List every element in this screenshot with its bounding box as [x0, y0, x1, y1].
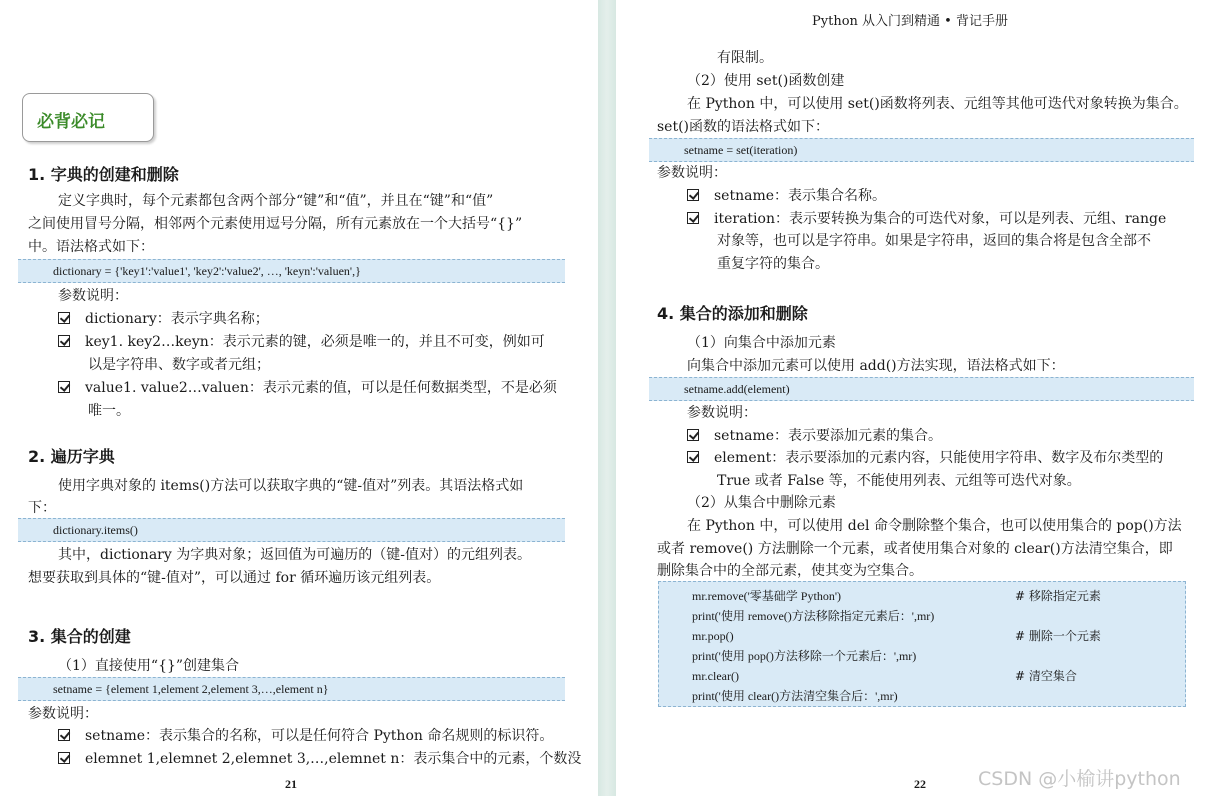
bullet-text: setname：表示要添加元素的集合。: [714, 428, 943, 444]
bullet-text: setname：表示集合的名称，可以是任何符合 Python 命名规则的标识符。: [85, 728, 554, 744]
running-header: Python 从入门到精通 • 背记手册: [812, 14, 1008, 29]
code-text: mr.clear(): [692, 669, 739, 683]
section-1-heading: 1. 字典的创建和删除: [28, 165, 179, 184]
page-number-right: 22: [914, 777, 926, 791]
paragraph-line: 或者 remove() 方法删除一个元素，或者使用集合对象的 clear()方法清空集合，即: [657, 541, 1173, 557]
checkbox-icon: [58, 312, 70, 324]
code-comment: # 清空集合: [1015, 669, 1077, 683]
code-comment: # 删除一个元素: [1015, 629, 1101, 643]
csdn-watermark: CSDN @小榆讲python: [978, 768, 1181, 790]
code-block-items: dictionary.items(): [18, 518, 565, 542]
bullet-item: [58, 748, 581, 771]
code-line: [692, 626, 734, 646]
code-text: print('使用 clear()方法清空集合后：',mr): [692, 689, 898, 703]
bullet-text: value1. value2…valuen：表示元素的值，可以是任何数据类型，不是必须: [85, 380, 557, 396]
paragraph-line: 在 Python 中，可以使用 del 命令删除整个集合，也可以使用集合的 pop()方法: [687, 518, 1182, 534]
paragraph-line: 在 Python 中，可以使用 set()函数将列表、元组等其他可迭代对象转换为集合。: [687, 96, 1188, 112]
bullet-text: iteration：表示要转换为集合的可迭代对象，可以是列表、元组、range: [714, 211, 1167, 227]
code-block-set: setname = set(iteration): [649, 138, 1194, 162]
bullet-continuation: True 或者 False 等，不能使用列表、元组等可迭代对象。: [717, 473, 1081, 489]
code-text: mr.pop(): [692, 629, 734, 643]
s2-paragraph-line: 使用字典对象的 items()方法可以获取字典的“键-值对”列表。其语法格式如: [58, 478, 524, 494]
params-label: 参数说明：: [58, 288, 128, 304]
must-memorize-box: [22, 93, 154, 142]
bullet-text: key1. key2…keyn：表示元素的键，必须是唯一的，并且不可变，例如可: [85, 334, 545, 350]
bullet-text: dictionary：表示字典名称；: [85, 311, 269, 327]
bullet-item: [58, 725, 553, 748]
params-label: 参数说明：: [687, 405, 757, 421]
bullet-text: setname：表示集合名称。: [714, 188, 887, 204]
s3-subheading: （1）直接使用“{}”创建集合: [58, 658, 240, 674]
bullet-continuation: 对象等，也可以是字符串。如果是字符串，返回的集合将是包含全部不: [717, 233, 1151, 249]
checkbox-icon: [58, 729, 70, 741]
box-title-text: 必背必记: [37, 112, 105, 132]
code-block-remove: [658, 581, 1186, 707]
s1-paragraph-line: 之间使用冒号分隔，相邻两个元素使用逗号分隔，所有元素放在一个大括号“{}”: [28, 216, 523, 232]
subheading: （2）使用 set()函数创建: [687, 73, 845, 89]
checkbox-icon: [687, 451, 699, 463]
bullet-item: [687, 208, 1166, 231]
code-line: [692, 666, 739, 686]
bullet-item: [687, 185, 886, 208]
code-line: [692, 606, 934, 626]
bullet-item: [687, 425, 942, 448]
code-line: [692, 646, 916, 666]
s2-paragraph-line: 想要获取到具体的“键-值对”，可以通过 for 循环遍历该元组列表。: [28, 570, 441, 586]
bullet-continuation: 唯一。: [88, 403, 130, 419]
code-text: print('使用 pop()方法移除一个元素后：',mr): [692, 649, 917, 663]
right-page: [616, 0, 1210, 796]
paragraph-line: 删除集合中的全部元素，使其变为空集合。: [657, 563, 923, 579]
bullet-item: [58, 308, 269, 331]
checkbox-icon: [687, 429, 699, 441]
s1-paragraph-line: 定义字典时，每个元素都包含两个部分“键”和“值”，并且在“键”和“值”: [58, 193, 494, 209]
checkbox-icon: [687, 189, 699, 201]
section-4-heading: 4. 集合的添加和删除: [657, 304, 808, 323]
code-line: [692, 586, 841, 606]
book-gutter: [598, 0, 616, 796]
checkbox-icon: [58, 381, 70, 393]
code-line: [692, 686, 898, 706]
paragraph-line: set()函数的语法格式如下：: [657, 119, 830, 135]
bullet-continuation: 以是字符串、数字或者元组；: [88, 357, 270, 373]
bullet-text: element：表示要添加的元素内容，只能使用字符串、数字及布尔类型的: [714, 450, 1164, 466]
code-block-setname: setname = {element 1,element 2,element 3,…,element n}: [18, 677, 565, 701]
s2-paragraph-line: 其中，dictionary 为字典对象；返回值为可遍历的（键-值对）的元组列表。: [58, 547, 531, 563]
s2-paragraph-line: 下：: [28, 500, 56, 516]
section-2-heading: 2. 遍历字典: [28, 447, 115, 466]
params-label: 参数说明：: [657, 165, 727, 181]
code-comment: # 移除指定元素: [1015, 589, 1101, 603]
left-page: [0, 0, 598, 796]
page-number-left: 21: [285, 777, 297, 791]
code-text: print('使用 remove()方法移除指定元素后：',mr): [692, 609, 935, 623]
checkbox-icon: [58, 335, 70, 347]
paragraph-line: 向集合中添加元素可以使用 add()方法实现，语法格式如下：: [687, 358, 1065, 374]
params-label: 参数说明：: [28, 706, 98, 722]
paragraph-line: 有限制。: [717, 50, 773, 66]
code-block-dictionary: dictionary = {'key1':'value1', 'key2':'value2', …, 'keyn':'valuen',}: [18, 259, 565, 283]
bullet-text: elemnet 1,elemnet 2,elemnet 3,…,elemnet n：表示集合中的元素，个数没: [85, 751, 582, 767]
s1-paragraph-line: 中。语法格式如下：: [28, 239, 154, 255]
bullet-item: [58, 331, 545, 354]
bullet-continuation: 重复字符的集合。: [717, 256, 829, 272]
checkbox-icon: [687, 212, 699, 224]
bullet-item: [58, 377, 557, 400]
subheading: （1）向集合中添加元素: [687, 335, 836, 351]
checkbox-icon: [58, 752, 70, 764]
code-block-add: setname.add(element): [649, 377, 1194, 401]
subheading: （2）从集合中删除元素: [687, 495, 836, 511]
bullet-item: [687, 447, 1163, 470]
code-text: mr.remove('零基础学 Python'): [692, 589, 841, 603]
section-3-heading: 3. 集合的创建: [28, 627, 131, 646]
